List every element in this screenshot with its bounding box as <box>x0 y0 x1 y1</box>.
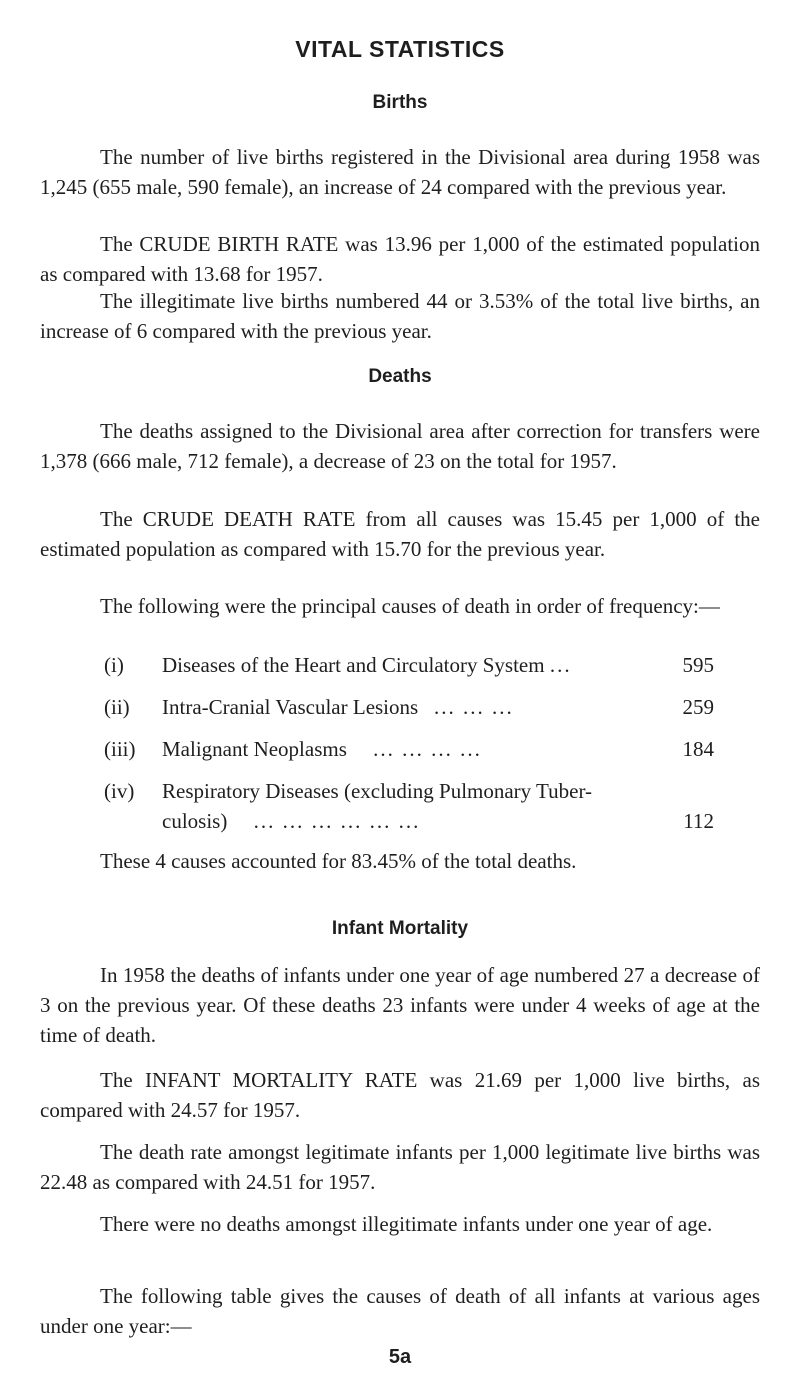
births-heading: Births <box>372 92 428 113</box>
cause-number: (iii) <box>104 737 136 761</box>
infant-paragraph-4: There were no deaths amongst illegitimate infants under one year of age. <box>100 1212 713 1236</box>
births-paragraph-1: The number of live births registered in the Divisional area during 1958 was 1,245 (655 male, 590 female), an increase of 24 compared with the previous year. <box>40 145 760 199</box>
cause-count: 184 <box>682 737 714 761</box>
deaths-paragraph-3: The following were the principal causes of death in order of frequency:— <box>100 594 720 618</box>
births-paragraph-2: The CRUDE BIRTH RATE was 13.96 per 1,000 of the estimated population as compared with 13.68 for 1957. <box>40 232 760 286</box>
deaths-paragraph-2: The CRUDE DEATH RATE from all causes was 15.45 per 1,000 of the estimated population as compared with 15.70 for the previous year. <box>40 507 760 561</box>
infant-mortality-heading: Infant Mortality <box>331 918 469 939</box>
infant-paragraph-2: The INFANT MORTALITY RATE was 21.69 per 1,000 live births, as compared with 24.57 for 1957. <box>40 1068 760 1122</box>
births-paragraph-3: The illegitimate live births numbered 44 or 3.53% of the total live births, an increase of 6 compared with the previous year. <box>40 289 760 343</box>
infant-paragraph-1: In 1958 the deaths of infants under one year of age numbered 27 a decrease of 3 on the previous year. Of these deaths 23 infants were under 4 weeks of age at the time of death. <box>40 963 760 1047</box>
cause-label: Malignant Neoplasms ... ... ... ... <box>162 737 482 761</box>
deaths-paragraph-4: These 4 causes accounted for 83.45% of the total deaths. <box>100 849 577 873</box>
page-number: 5a <box>388 1346 412 1368</box>
deaths-paragraph-1: The deaths assigned to the Divisional area after correction for transfers were 1,378 (666 male, 712 female), a decrease of 23 on the total for 1957. <box>40 419 760 473</box>
cause-number: (iv) <box>104 779 135 803</box>
cause-count: 595 <box>682 653 714 677</box>
deaths-heading: Deaths <box>368 366 432 387</box>
infant-paragraph-3: The death rate amongst legitimate infants per 1,000 legitimate live births was 22.48 as compared with 24.51 for 1957. <box>40 1140 760 1194</box>
cause-number: (i) <box>104 653 124 677</box>
infant-paragraph-5: The following table gives the causes of death of all infants at various ages under one year:— <box>40 1284 760 1338</box>
cause-count: 259 <box>682 695 714 719</box>
cause-label-continued: culosis) ... ... ... ... ... ... <box>162 809 421 833</box>
cause-count: 112 <box>683 809 714 833</box>
cause-label: Diseases of the Heart and Circulatory System ... <box>162 653 572 677</box>
cause-number: (ii) <box>104 695 130 719</box>
cause-label: Intra-Cranial Vascular Lesions ... ... ... <box>162 695 514 719</box>
cause-label: Respiratory Diseases (excluding Pulmonary Tuber- <box>162 779 593 803</box>
page-title: VITAL STATISTICS <box>295 36 505 62</box>
